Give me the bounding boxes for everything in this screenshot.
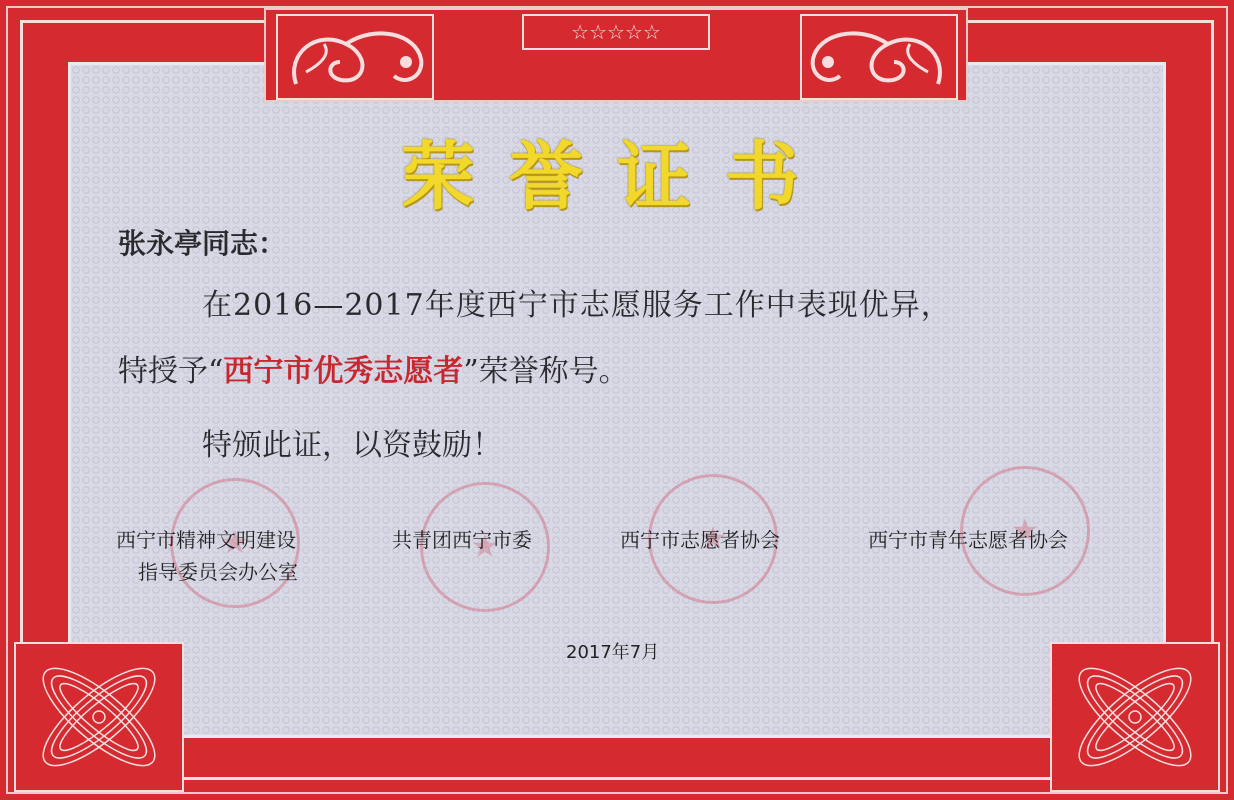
honor-title: 西宁市优秀志愿者 — [223, 354, 464, 389]
issuer-1-line-2: 指导委员会办公室 — [138, 560, 298, 584]
body-line-1: 在2016—2017年度西宁市志愿服务工作中表现优异， — [202, 288, 952, 323]
body-line-2-suffix: ”荣誉称号。 — [463, 354, 629, 389]
scroll-ornament-left — [276, 14, 434, 100]
issuer-2: 共青团西宁市委 — [392, 528, 532, 552]
recipient-name: 张永亭同志： — [118, 227, 287, 260]
issue-date: 2017年7月 — [566, 642, 660, 663]
certificate-title: 荣誉证书 — [401, 134, 833, 220]
body-line-2-prefix: 特授予“ — [118, 354, 224, 389]
closing-line: 特颁此证，以资鼓励！ — [202, 428, 502, 463]
issuer-1-line-1: 西宁市精神文明建设 — [116, 528, 296, 552]
body-line-2 — [118, 346, 629, 390]
issuer-4: 西宁市青年志愿者协会 — [868, 528, 1068, 552]
rosette-corner-bottom-left — [14, 642, 184, 792]
scroll-ornament-right — [800, 14, 958, 100]
rosette-corner-bottom-right — [1050, 642, 1220, 792]
issuer-3: 西宁市志愿者协会 — [620, 528, 780, 552]
star-row-icon: ☆☆☆☆☆ — [522, 14, 710, 50]
